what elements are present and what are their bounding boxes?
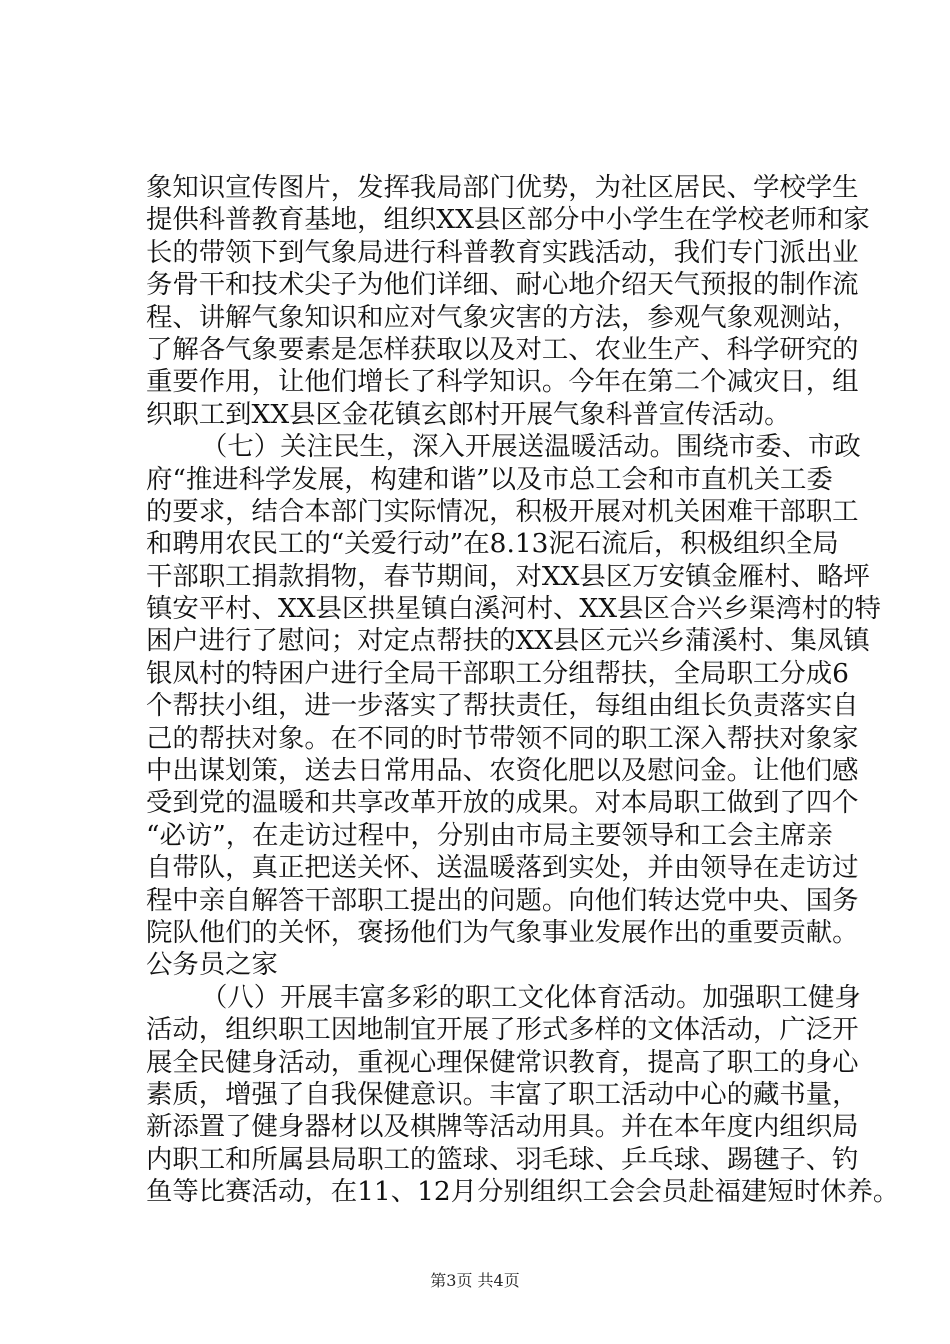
text-line: 新添置了健身器材以及棋牌等活动用具。并在本年度内组织局 — [146, 1111, 859, 1143]
body-text — [146, 172, 900, 1209]
text-line: 象知识宣传图片，发挥我局部门优势，为社区居民、学校学生 — [146, 172, 859, 203]
text-line: 展全民健身活动，重视心理保健常识教育，提高了职工的身心 — [146, 1046, 859, 1078]
text-line: 府“推进科学发展，构建和谐”以及市总工会和市直机关工委 — [146, 463, 833, 495]
text-line: 长的带领下到气象局进行科普教育实践活动，我们专门派出业 — [146, 236, 859, 268]
page-footer — [0, 1271, 950, 1291]
text-line: 银凤村的特困户进行全局干部职工分组帮扶，全局职工分成6 — [146, 657, 849, 689]
text-line: 内职工和所属县局职工的篮球、羽毛球、乒乓球、踢毽子、钓 — [146, 1143, 859, 1175]
text-line: 程中亲自解答干部职工提出的问题。向他们转达党中央、国务 — [146, 884, 859, 916]
text-line: 自带队，真正把送关怀、送温暖落到实处，并由领导在走访过 — [146, 852, 859, 884]
paragraph-start-line: （七）关注民生，深入开展送温暖活动。围绕市委、市政 — [201, 431, 861, 463]
text-line: 活动，组织职工因地制宜开展了形式多样的文体活动，广泛开 — [146, 1014, 859, 1046]
paragraph-start-line: （八）开展丰富多彩的职工文化体育活动。加强职工健身 — [201, 981, 861, 1013]
text-line: 提供科普教育基地，组织XX县区部分中小学生在学校老师和家 — [146, 204, 870, 236]
text-line: 公务员之家 — [146, 949, 278, 981]
text-line: 程、讲解气象知识和应对气象灾害的方法，参观气象观测站， — [146, 301, 859, 333]
page-number: 第3页 共4页 — [430, 1271, 520, 1290]
text-line: 个帮扶小组，进一步落实了帮扶责任，每组由组长负责落实自 — [146, 690, 859, 722]
text-line: 鱼等比赛活动，在11、12月分别组织工会会员赴福建短时休养。 — [146, 1176, 900, 1208]
text-line: 受到党的温暖和共享改革开放的成果。对本局职工做到了四个 — [146, 787, 859, 819]
text-line: 困户进行了慰问；对定点帮扶的XX县区元兴乡蒲溪村、集凤镇 — [146, 625, 870, 657]
text-line: 务骨干和技术尖子为他们详细、耐心地介绍天气预报的制作流 — [146, 269, 859, 301]
text-line: 中出谋划策，送去日常用品、农资化肥以及慰问金。让他们感 — [146, 755, 859, 787]
text-line: 院队他们的关怀，褒扬他们为气象事业发展作出的重要贡献。 — [146, 916, 859, 948]
text-line: 己的帮扶对象。在不同的时节带领不同的职工深入帮扶对象家 — [146, 722, 859, 754]
text-line: 镇安平村、XX县区拱星镇白溪河村、XX县区合兴乡渠湾村的特 — [146, 593, 881, 625]
text-line: 织职工到XX县区金花镇玄郎村开展气象科普宣传活动。 — [146, 398, 791, 430]
text-line: 素质，增强了自我保健意识。丰富了职工活动中心的藏书量， — [146, 1078, 859, 1110]
text-line: 重要作用，让他们增长了科学知识。今年在第二个减灾日，组 — [146, 366, 859, 398]
text-line: 了解各气象要素是怎样获取以及对工、农业生产、科学研究的 — [146, 333, 859, 365]
text-line: 的要求，结合本部门实际情况，积极开展对机关困难干部职工 — [146, 495, 859, 527]
text-line: “必访”，在走访过程中，分别由市局主要领导和工会主席亲 — [146, 819, 833, 851]
text-line: 和聘用农民工的“关爱行动”在8.13泥石流后，积极组织全局 — [146, 528, 839, 560]
text-line: 干部职工捐款捐物，春节期间，对XX县区万安镇金雁村、略坪 — [146, 560, 870, 592]
